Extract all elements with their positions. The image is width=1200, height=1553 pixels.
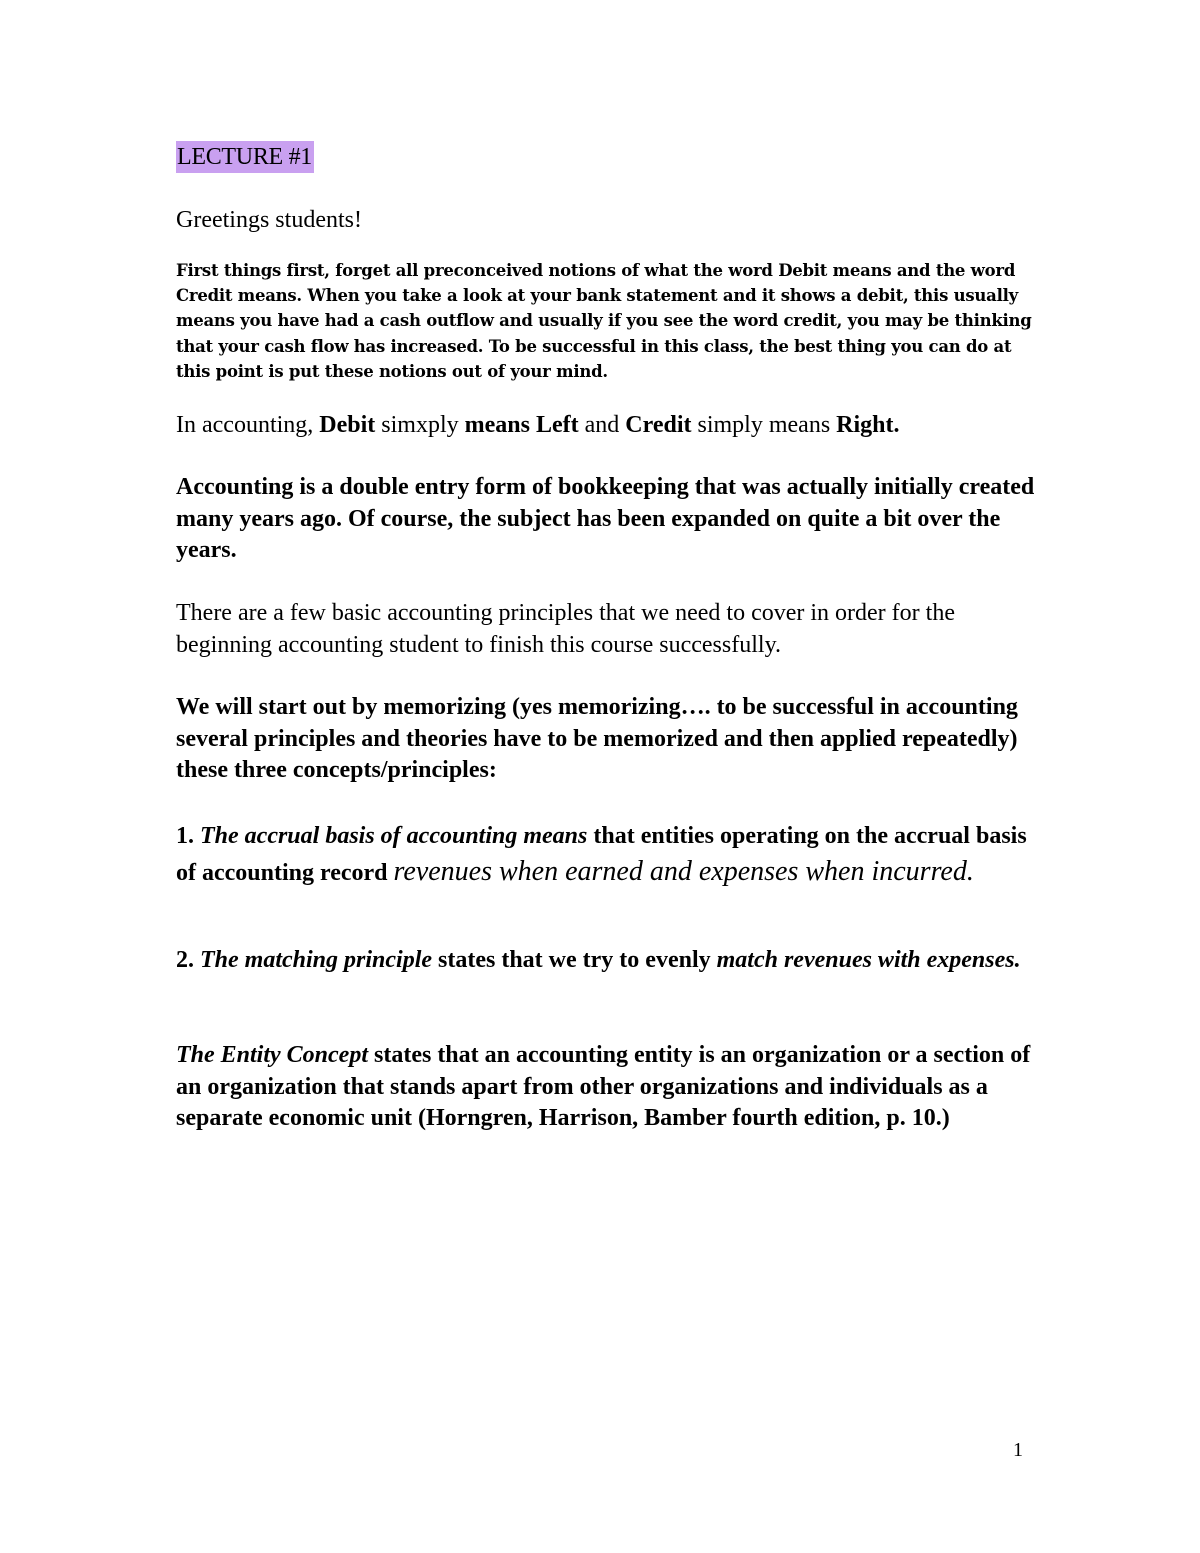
principles-paragraph: There are a few basic accounting principles that we need to cover in order for the beginning accounting student to finish this course successfully. — [176, 600, 955, 658]
accrual-number: 1. — [176, 823, 200, 849]
greeting-text: Greetings students! — [176, 207, 362, 233]
accrual-principle-paragraph — [176, 819, 1046, 891]
right-term: Right. — [836, 412, 900, 438]
matching-emphasis: match revenues with expenses. — [716, 947, 1021, 973]
intro-paragraph: First things first, forget all preconceived notions of what the word Debit means and the word Credit means. When you take a look at your bank statement and it shows a debit, this usually means you have had a cash outflow and usually if you see the word credit, you may be thinking that your cash flow has increased. To be successful in this class, the best thing you can do at this point is put these notions out of your mind. — [176, 261, 1032, 381]
debit-credit-text-4: simply means — [691, 412, 837, 438]
accrual-term: The accrual basis of accounting means — [200, 823, 588, 849]
lecture-title: LECTURE #1 — [176, 141, 314, 173]
debit-credit-text-3: and — [578, 412, 626, 438]
debit-term: Debit — [319, 412, 376, 438]
matching-term: The matching principle — [200, 947, 433, 973]
debit-credit-paragraph — [176, 409, 900, 441]
matching-number: 2. — [176, 947, 200, 973]
entity-rest-text: states that an accounting entity is an organization or a section of an organization that stands apart from other organizations and individuals as a separate economic unit (Horngren, Harrison, Bamber fourth edition, p. 10.) — [176, 1042, 1031, 1132]
double-entry-paragraph: Accounting is a double entry form of bookkeeping that was actually initially created many years ago. Of course, the subject has been expanded on quite a bit over the years. — [176, 474, 1035, 564]
debit-credit-text-2: simxply — [375, 412, 465, 438]
page-number: 1 — [1013, 1439, 1023, 1461]
entity-term: The Entity Concept — [176, 1042, 368, 1068]
matching-principle-paragraph — [176, 945, 1046, 977]
credit-term: Credit — [625, 412, 692, 438]
accrual-emphasis: revenues when earned and expenses when incurred. — [393, 856, 974, 887]
matching-middle-text: states that we try to evenly — [432, 947, 717, 973]
debit-credit-text-1: In accounting, — [176, 412, 320, 438]
entity-concept-paragraph — [176, 1040, 1046, 1135]
means-left-term: means Left — [464, 412, 579, 438]
accrual-middle-text: that entities operating on the accrual basis of accounting record — [176, 823, 1027, 886]
memorize-paragraph: We will start out by memorizing (yes memorizing…. to be successful in accounting several principles and theories have to be memorized and then applied repeatedly) these three concepts/principles: — [176, 694, 1018, 784]
